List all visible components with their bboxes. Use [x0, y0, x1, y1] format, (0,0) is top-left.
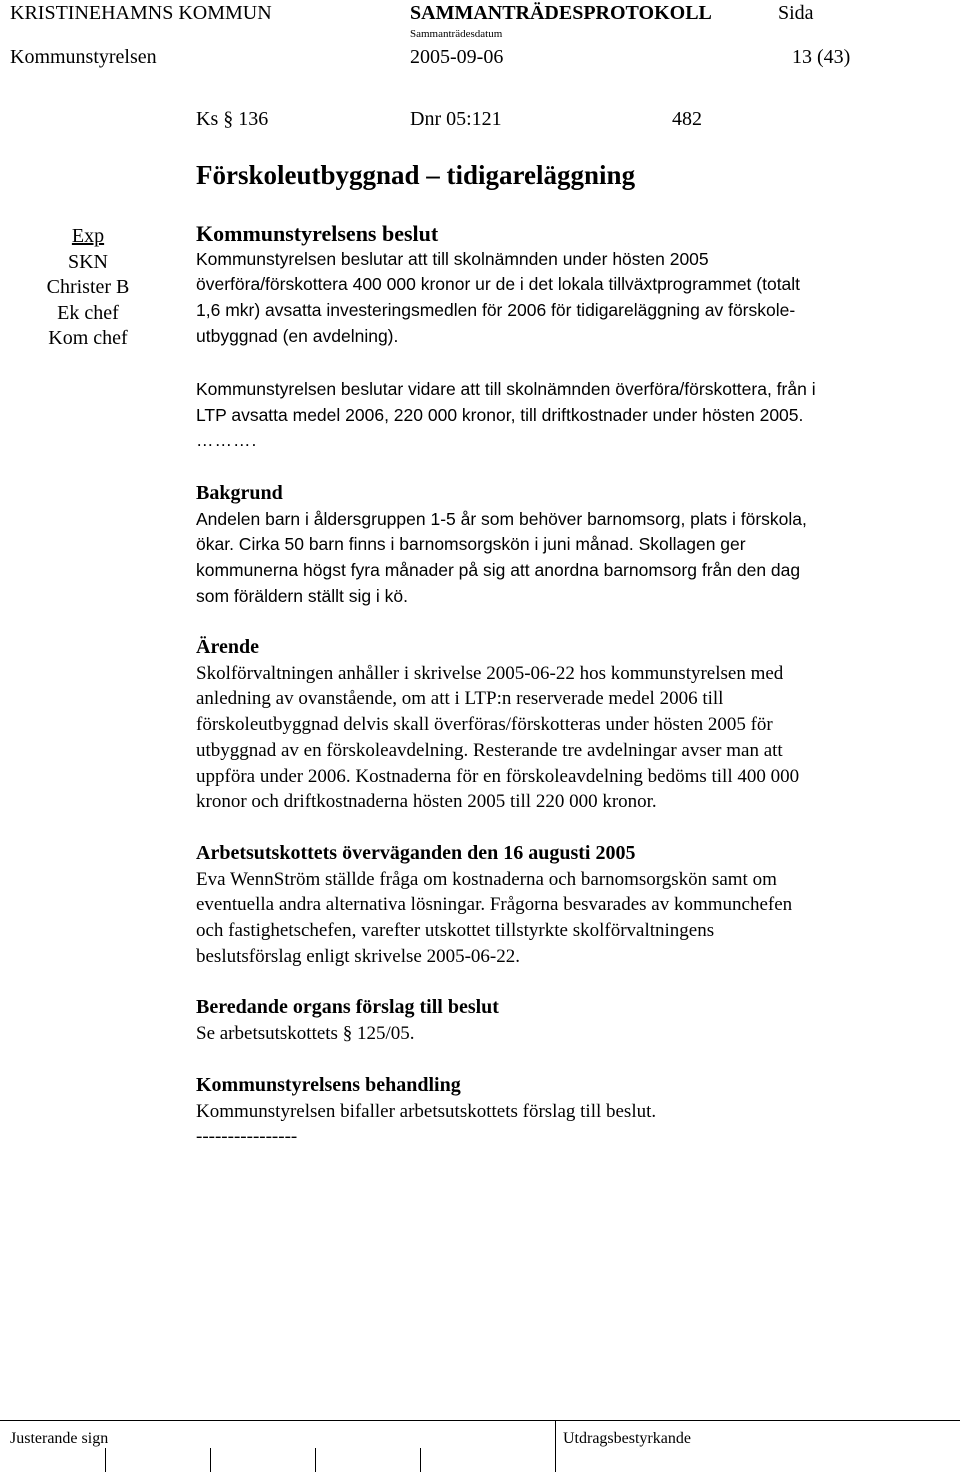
footer-divider: [0, 1420, 960, 1421]
decision-extra-line: LTP avsatta medel 2006, 220 000 kronor, till driftkostnader under hösten 2005.: [196, 404, 804, 425]
municipality-name: KRISTINEHAMNS KOMMUN: [10, 2, 272, 24]
signature-box-divider: [105, 1448, 106, 1472]
committee-name: Kommunstyrelsen: [10, 46, 157, 68]
matter-section: [196, 635, 926, 815]
proposal-section: [196, 995, 926, 1046]
decision-line: Kommunstyrelsen beslutar att till skolnämnden under hösten 2005: [196, 248, 709, 269]
diary-number: Dnr 05:121: [410, 108, 502, 130]
handling-section: [196, 1073, 926, 1150]
decision-line: överföra/förskottera 400 000 kronor ur de i det lokala tillväxtprogrammet (totalt: [196, 274, 801, 295]
signature-box-divider: [315, 1448, 316, 1472]
committee-line: beslutsförslag enligt skrivelse 2005-06-22.: [196, 945, 521, 967]
background-line: ökar. Cirka 50 barn finns i barnomsorgskön i juni månad. Skollagen ger: [196, 534, 746, 555]
matter-line: förskoleutbyggnad delvis skall överföras/förskotteras under hösten 2005 för: [196, 714, 773, 736]
matter-line: kronor och driftkostnaderna hösten 2005 till 220 000 kronor.: [196, 791, 657, 813]
background-heading: Bakgrund: [196, 482, 283, 504]
distribution-item: SKN: [67, 250, 108, 273]
decision-extra-line: Kommunstyrelsen beslutar vidare att till skolnämnden överföra/förskottera, från i: [196, 379, 816, 399]
signature-label: Justerande sign: [10, 1430, 109, 1447]
decision-line: 1,6 mkr) avsatta investeringsmedlen för 2006 för tidigareläggning av förskole-: [196, 300, 796, 321]
page-number: 13 (43): [792, 46, 851, 68]
archive-code: 482: [672, 108, 702, 130]
matter-line: Skolförvaltningen anhåller i skrivelse 2005-06-22 hos kommunstyrelsen med: [196, 662, 784, 684]
distribution-item: Exp: [71, 225, 105, 247]
decision-line: utbyggnad (en avdelning).: [196, 325, 399, 346]
separator-dots: ……….: [196, 430, 258, 451]
matter-line: utbyggnad av en förskoleavdelning. Resterande tre avdelningar avser man att: [196, 739, 783, 761]
background-line: Andelen barn i åldersgruppen 1-5 år som behöver barnomsorg, plats i förskola,: [196, 508, 807, 529]
end-rule: ----------------: [196, 1126, 298, 1148]
meeting-date: 2005-09-06: [410, 46, 504, 68]
committee-line: Eva WennStröm ställde fråga om kostnaderna och barnomsorgskön samt om: [196, 868, 777, 890]
distribution-item: Christer B: [46, 276, 130, 298]
handling-text: Kommunstyrelsen bifaller arbetsutskottets förslag till beslut.: [196, 1100, 657, 1122]
paragraph-number: Ks § 136: [196, 108, 269, 130]
proposal-heading: Beredande organs förslag till beslut: [196, 996, 499, 1018]
matter-line: anledning av ovanstående, om att i LTP:n reserverade medel 2006 till: [196, 688, 724, 710]
proposal-text: Se arbetsutskottets § 125/05.: [196, 1022, 415, 1044]
decision-extra: [196, 377, 926, 454]
background-line: som föräldern ställt sig i kö.: [196, 585, 409, 606]
page-label: Sida: [778, 2, 814, 24]
signature-box-divider: [210, 1448, 211, 1472]
committee-section: [196, 841, 926, 970]
footer-column-divider: [555, 1420, 556, 1472]
extract-certification-label: Utdragsbestyrkande: [563, 1430, 691, 1447]
decision-heading: Kommunstyrelsens beslut: [196, 221, 439, 246]
matter-heading: Ärende: [196, 636, 259, 658]
distribution-item: Kom chef: [48, 327, 128, 349]
matter-line: uppföra under 2006. Kostnaderna för en förskoleavdelning bedöms till 400 000: [196, 765, 800, 787]
decision-section: [196, 221, 926, 350]
document-title: Förskoleutbyggnad – tidigareläggning: [196, 160, 636, 190]
signature-box-divider: [420, 1448, 421, 1472]
committee-line: eventuella andra alternativa lösningar. Frågorna besvarades av kommunchefen: [196, 894, 793, 916]
handling-heading: Kommunstyrelsens behandling: [196, 1074, 461, 1096]
committee-line: och fastighetschefen, varefter utskottet tillstyrkte skolförvaltningens: [196, 920, 715, 942]
background-section: [196, 481, 926, 610]
committee-heading: Arbetsutskottets överväganden den 16 augusti 2005: [196, 842, 636, 864]
distribution-item: Ek chef: [57, 301, 119, 324]
document-type: SAMMANTRÄDESPROTOKOLL: [410, 2, 712, 24]
distribution-list: [0, 224, 176, 352]
meeting-date-label: Sammanträdesdatum: [410, 28, 503, 40]
background-line: kommunerna högst fyra månader på sig att anordna barnomsorg från den dag: [196, 560, 801, 581]
